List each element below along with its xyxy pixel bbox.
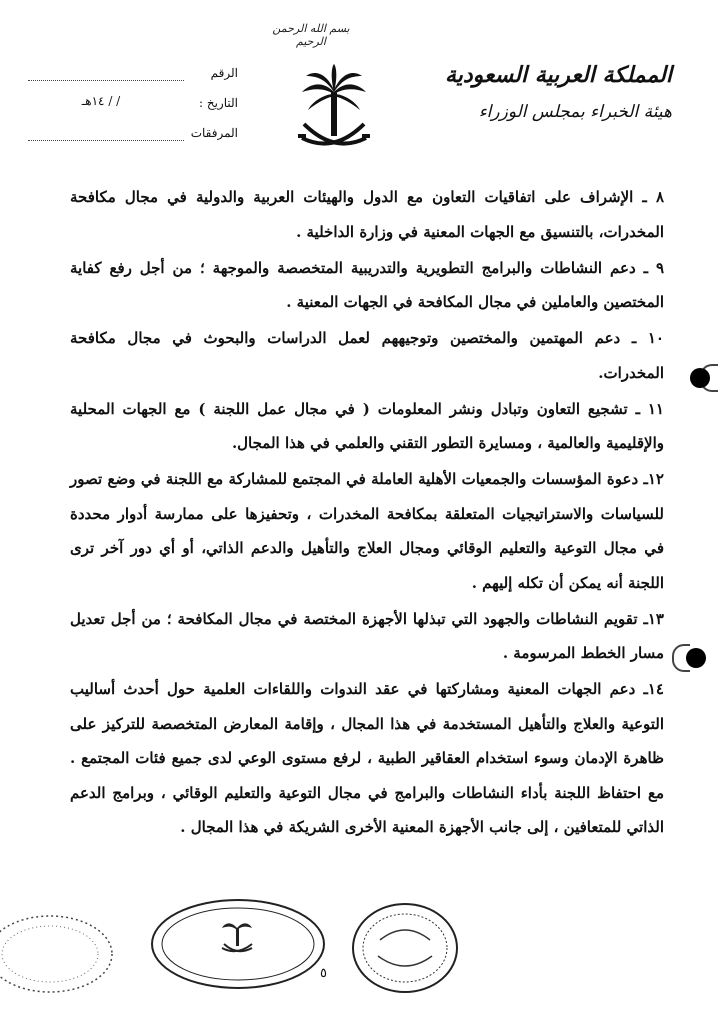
basmala: بسم الله الرحمن الرحيم [272,22,350,48]
page-number: ٥ [320,966,327,981]
round-seal-icon [350,900,460,996]
organization-name: هيئة الخبراء بمجلس الوزراء [478,102,672,122]
clause-14: ١٤ـ دعم الجهات المعنية ومشاركتها في عقد الندوات واللقاءات العلمية حول أحدث أساليب التوعية والعلاج والتأهيل المستخدمة في هذا المجال ، وإقامة المعارض المتخصصة للتركيز على ظاهرة الإدمان وسوء استخدام العقاقير الطبية ، لرفع مستوى الوعي لدى جميع فئات المجتمع . مع احتفاظ اللجنة بأداء النشاطات والبرامج في مجال التوعية والتعليم الوقائي ، وبرامج الدعم الذاتي للمتعافين ، إلى جانب الأجهزة المعنية الأخرى الشريكة في هذا المجال . [70,680,664,836]
document-meta [24,60,244,150]
number-line [28,80,184,81]
meta-date-row [24,90,244,120]
punch-hole [690,368,710,388]
date-label: التاريخ : [198,96,238,110]
clause-10: ١٠ ـ دعم المهتمين والمختصين وتوجيههم لعمل الدراسات والبحوث في مجال مكافحة المخدرات. [70,329,664,382]
number-label: الرقم [210,66,238,80]
date-value: / / ١٤هـ [81,94,121,108]
clause-12: ١٢ـ دعوة المؤسسات والجمعيات الأهلية العاملة في المجتمع للمشاركة مع اللجنة في وضع تصور للسياسات والاستراتيجيات المتعلقة بمكافحة المخدرات ، وتحفيزها على ممارسة أدوار محددة في مجال التوعية والتعليم الوقائي ومجال العلاج والتأهيل والدعم الذاتي، أو أي دور آخر ترى اللجنة أنه يمكن أن تكله إليهم . [70,470,664,592]
clause-13: ١٣ـ تقويم النشاطات والجهود التي تبذلها الأجهزة المختصة في مجال المكافحة ؛ من أجل تعديل مسار الخطط المرسومة . [70,609,664,662]
meta-attachments-row [24,120,244,150]
oval-seal-icon [148,896,328,992]
partial-stamp-icon [0,910,120,1000]
kingdom-name: المملكة العربية السعودية [444,62,672,88]
punch-hole [686,648,706,668]
clause-8: ٨ ـ الإشراف على اتفاقيات التعاون مع الدول والهيئات العربية والدولية في مجال مكافحة المخدرات، بالتنسيق مع الجهات المعنية في وزارة الداخلية . [70,188,664,241]
clause-11: ١١ ـ تشجيع التعاون وتبادل ونشر المعلومات ( في مجال عمل اللجنة ) مع الجهات المحلية والإقليمية والعالمية ، ومسايرة التطور التقني والعلمي في هذا المجال. [70,399,664,452]
attachments-line [28,140,184,141]
saudi-emblem-icon [294,62,374,162]
attachments-label: المرفقات [190,126,238,140]
clause-9: ٩ ـ دعم النشاطات والبرامج التطويرية والتدريبية المتخصصة والموجهة ؛ من أجل رفع كفاية المختصين والعاملين في مجال المكافحة في الجهات المعنية . [70,258,664,311]
document-body [70,180,664,846]
meta-number-row [24,60,244,90]
